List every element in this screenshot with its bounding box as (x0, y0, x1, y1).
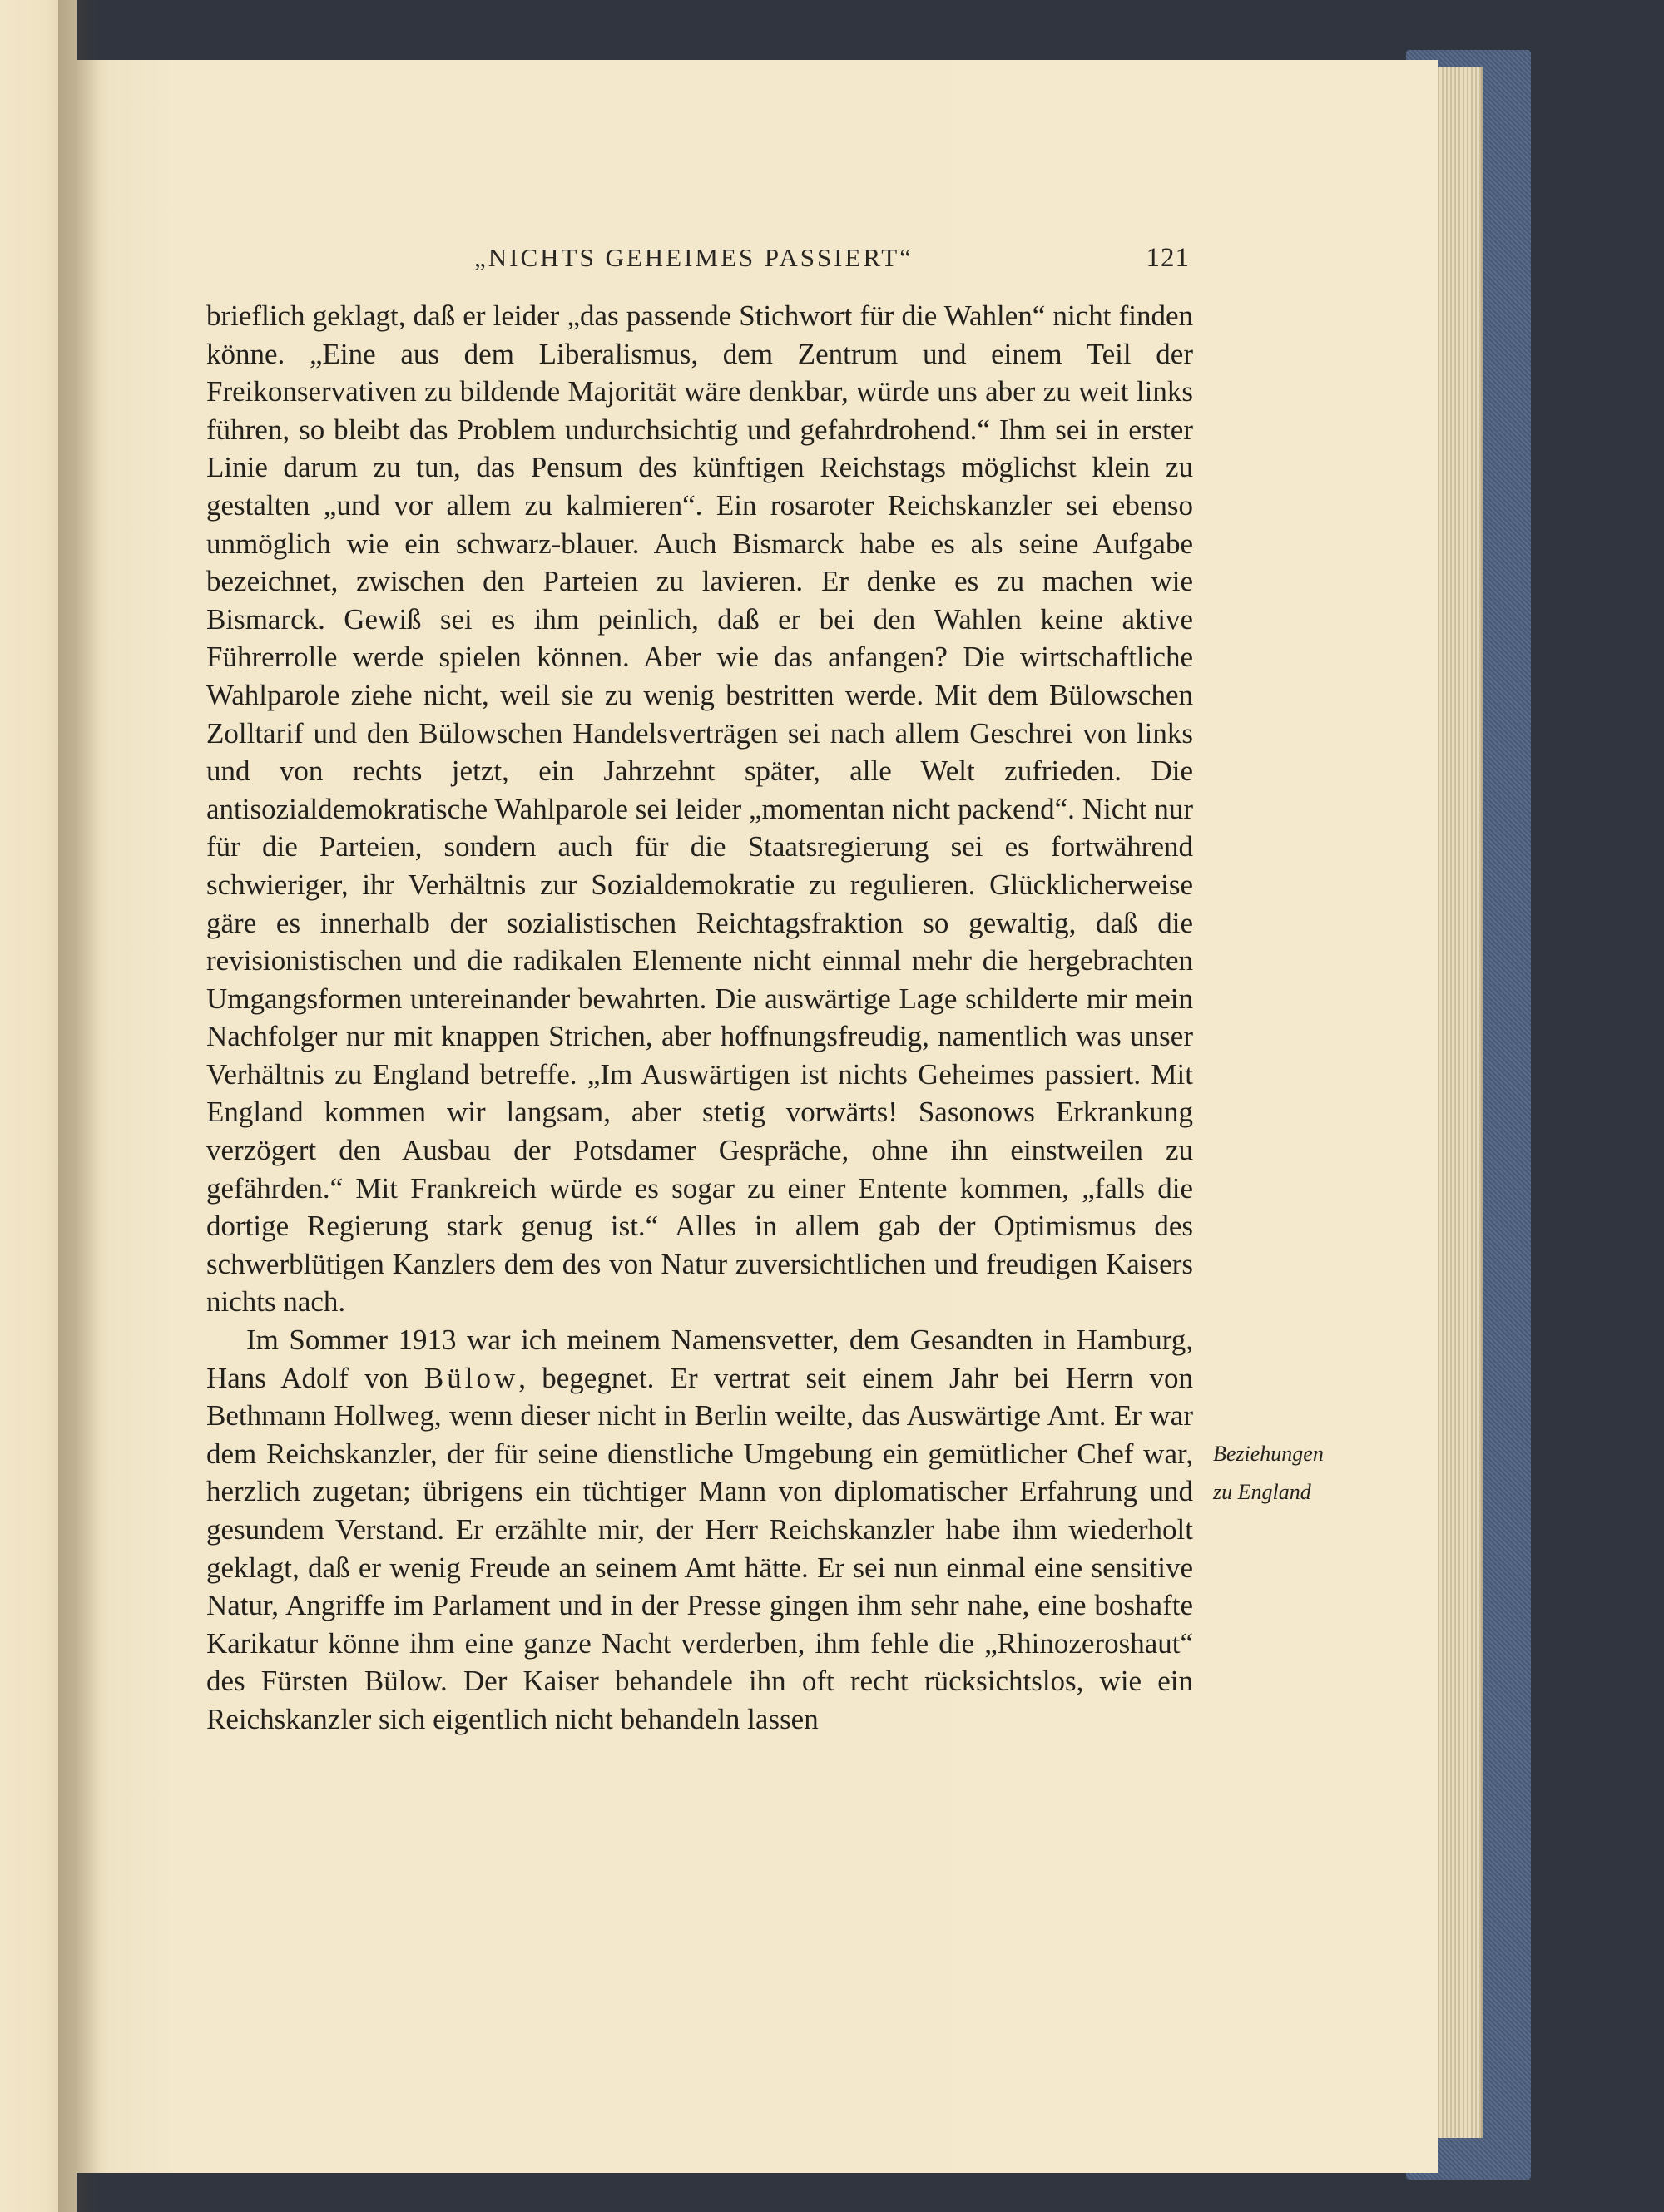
marginal-note (1213, 1435, 1363, 1512)
spine-shadow (58, 0, 100, 2212)
running-title: „NICHTS GEHEIMES PASSIERT“ (474, 243, 914, 272)
paragraph-2-start: Im Sommer 1913 war ich meinem Namensvetter, dem Gesandten in Hamburg, Hans Adolf von (206, 1324, 1193, 1394)
marginal-note-line-1: Beziehungen (1213, 1442, 1324, 1466)
body-text (206, 297, 1193, 1739)
paragraph-1: brieflich geklagt, daß er leider „das passende Stichwort für die Wahlen“ nicht finden könne. „Eine aus dem Liberalismus, dem Zentrum und einem Teil der Freikonservativen zu bildende Majorität wäre denkbar, würde uns aber zu weit links führen, so bleibt das Problem undurchsichtig und gefahrdrohend.“ Ihm sei in erster Linie darum zu tun, das Pensum des künftigen Reichstags möglichst klein zu gestalten „und vor allem zu kalmieren“. Ein rosaroter Reichskanzler sei ebenso unmöglich wie ein schwarz-blauer. Auch Bismarck habe es als seine Aufgabe bezeichnet, zwischen den Parteien zu lavieren. Er denke es zu machen wie Bismarck. Gewiß sei es ihm peinlich, daß er bei den Wahlen keine aktive Führerrolle werde spielen können. Aber wie das anfangen? Die wirtschaftliche Wahlparole ziehe nicht, weil sie zu wenig bestritten werde. Mit dem Bülowschen Zolltarif und den Bülowschen Handelsverträgen sei nach allem Geschrei von links und von rechts jetzt, ein Jahrzehnt später, alle Welt zufrieden. Die antisozialdemokratische Wahlparole sei leider „momentan nicht packend“. Nicht nur für die Parteien, sondern auch für die Staatsregierung sei es fortwährend schwieriger, ihr Verhältnis zur Sozialdemokratie zu regulieren. Glücklicherweise gäre es innerhalb der sozialistischen Reichtagsfraktion so gewaltig, daß die revisionistischen und die radikalen Elemente nicht einmal mehr die hergebrachten Umgangsformen untereinander bewahrten. Die auswärtige Lage schilderte mir mein Nachfolger nur mit knappen Strichen, aber hoffnungsfreudig, namentlich was unser Verhältnis zu England betreffe. „Im Auswärtigen ist nichts Geheimes passiert. Mit England kommen wir langsam, aber stetig vorwärts! Sasonows Erkrankung verzögert den Ausbau der Potsdamer Gespräche, ohne ihn einstweilen zu gefährden.“ Mit Frankreich würde es sogar zu einer Entente kommen, „falls die dortige Regierung stark genug ist.“ Alles in allem gab der Optimismus des schwerblütigen Kanzlers dem des von Natur zuversichtlichen und freudigen Kaisers nichts nach. (206, 299, 1193, 1319)
page-edges (1431, 67, 1483, 2138)
marginal-note-line-2: zu England (1213, 1480, 1311, 1504)
page-number: 121 (1146, 243, 1190, 273)
paragraph-2 (206, 1321, 1193, 1739)
paragraph-2-rest: , begegnet. Er vertrat seit einem Jahr bei Herrn von Bethmann Hollweg, wenn dieser nicht in Berlin weilte, das Auswärtige Amt. Er war dem Reichskanzler, der für seine dienstliche Umgebung ein gemütlicher Chef war, herzlich zugetan; übrigens ein tüchtiger Mann von diplomatischer Erfahrung und gesundem Verstand. Er erzählte mir, der Herr Reichskanzler habe ihm wiederholt geklagt, daß er wenig Freude an seinem Amt hätte. Er sei nun einmal eine sensitive Natur, Angriffe im Parlament und in der Presse gingen ihm sehr nahe, eine boshafte Karikatur könne ihm eine ganze Nacht verderben, ihm fehle die „Rhinozeroshaut“ des Fürsten Bülow. Der Kaiser behandele ihn oft recht rücksichtslos, wie ein Reichskanzler sich eigentlich nicht behandeln lassen (206, 1361, 1193, 1735)
paragraph-2-name: Bülow (423, 1361, 519, 1394)
running-head (474, 243, 1190, 285)
